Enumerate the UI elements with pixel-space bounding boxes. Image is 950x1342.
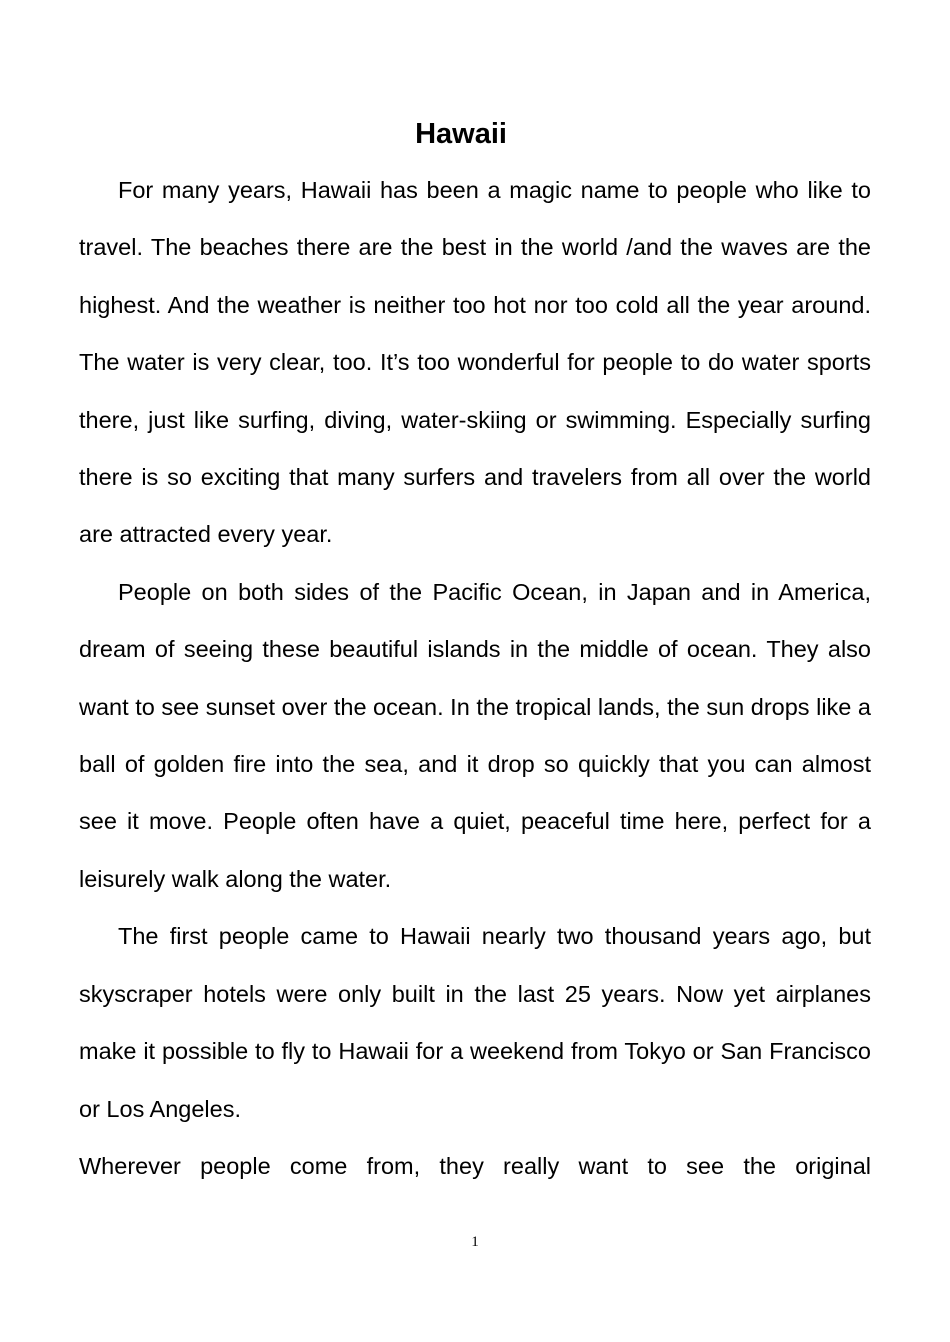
paragraph-1: For many years, Hawaii has been a magic name to people who like to travel. The beaches there are the best in the world /and the waves are the highest. And the weather is neither too hot nor too cold all the year around. The water is very clear, too. It’s too wonderful for people to do water sports there, just like surfing, diving, water-skiing or swimming. Especially surfing there is so exciting that many surfers and travelers from all over the world are attracted every year. <box>79 177 871 548</box>
document-title: Hawaii <box>415 118 507 150</box>
paragraph-4: Wherever people come from, they really want to see the original <box>79 1152 871 1179</box>
paragraph-3: The first people came to Hawaii nearly two thousand years ago, but skyscraper hotels were only built in the last 25 years. Now yet airplanes make it possible to fly to Hawaii for a weekend from Tokyo or San Francisco or Los Angeles. <box>79 923 871 1122</box>
document-body <box>79 162 871 1195</box>
page-number: 1 <box>471 1234 479 1250</box>
paragraph-2: People on both sides of the Pacific Ocean, in Japan and in America, dream of seeing these beautiful islands in the middle of ocean. They also want to see sunset over the ocean. In the tropical lands, the sun drops like a ball of golden fire into the sea, and it drop so quickly that you can almost see it move. People often have a quiet, peaceful time here, perfect for a leisurely walk along the water. <box>79 578 871 892</box>
